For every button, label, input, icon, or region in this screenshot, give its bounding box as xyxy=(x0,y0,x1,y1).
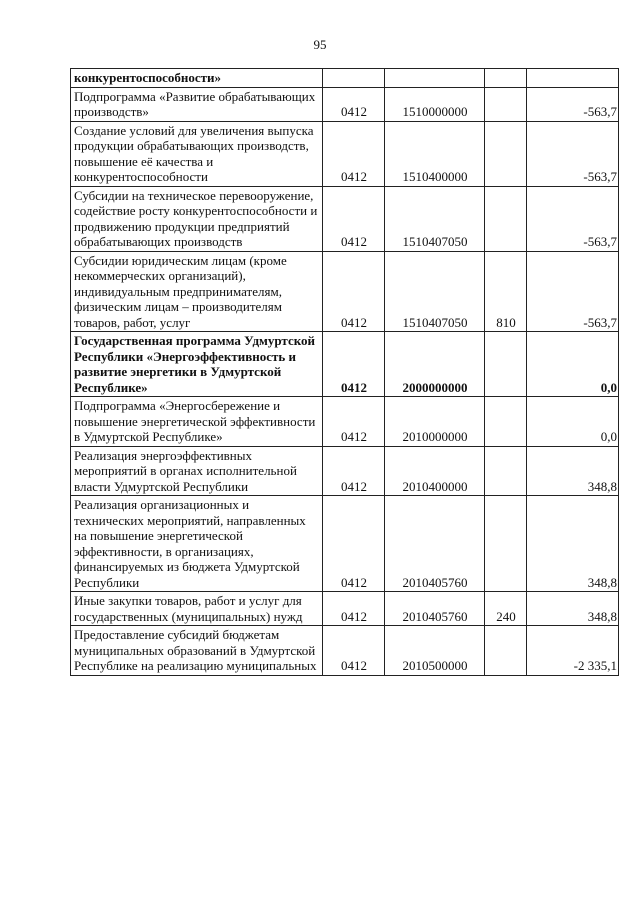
amount-cell: 348,8 xyxy=(527,496,619,592)
section-code-cell xyxy=(323,69,385,88)
section-code-cell: 0412 xyxy=(323,626,385,676)
expense-type-cell: 810 xyxy=(485,251,527,332)
expense-type-cell xyxy=(485,496,527,592)
table-row xyxy=(71,251,619,332)
amount-cell: 348,8 xyxy=(527,592,619,626)
amount-cell: -563,7 xyxy=(527,186,619,251)
section-code-cell: 0412 xyxy=(323,251,385,332)
target-item-cell: 1510400000 xyxy=(385,121,485,186)
expense-type-cell xyxy=(485,446,527,496)
expense-type-cell xyxy=(485,69,527,88)
target-item-cell: 2010405760 xyxy=(385,592,485,626)
row-name-cell: Реализация организационных и технических мероприятий, направленных на повышение энергетической эффективности, в организациях, финансируемых из бюджета Удмуртской Республики xyxy=(71,496,323,592)
table-row xyxy=(71,446,619,496)
expense-type-cell xyxy=(485,121,527,186)
amount-cell: 0,0 xyxy=(527,332,619,397)
page-number: 95 xyxy=(313,37,327,52)
table-row xyxy=(71,592,619,626)
section-code-cell: 0412 xyxy=(323,186,385,251)
table-row xyxy=(71,332,619,397)
row-name-cell: Государственная программа Удмуртской Республики «Энергоэффективность и развитие энергетики в Удмуртской Республике» xyxy=(71,332,323,397)
expense-type-cell xyxy=(485,626,527,676)
table-row xyxy=(71,121,619,186)
target-item-cell xyxy=(385,69,485,88)
table-row xyxy=(71,69,619,88)
section-code-cell: 0412 xyxy=(323,446,385,496)
table-row xyxy=(71,496,619,592)
target-item-cell: 2010400000 xyxy=(385,446,485,496)
amount-cell: -563,7 xyxy=(527,251,619,332)
row-name-cell: Иные закупки товаров, работ и услуг для государственных (муниципальных) нужд xyxy=(71,592,323,626)
budget-table xyxy=(70,68,619,676)
section-code-cell: 0412 xyxy=(323,397,385,447)
expense-type-cell xyxy=(485,332,527,397)
row-name-cell: Подпрограмма «Развитие обрабатывающих производств» xyxy=(71,87,323,121)
target-item-cell: 1510407050 xyxy=(385,186,485,251)
section-code-cell: 0412 xyxy=(323,332,385,397)
expense-type-cell xyxy=(485,87,527,121)
section-code-cell: 0412 xyxy=(323,592,385,626)
amount-cell xyxy=(527,69,619,88)
section-code-cell: 0412 xyxy=(323,121,385,186)
target-item-cell: 2010000000 xyxy=(385,397,485,447)
row-name-cell: Субсидии на техническое перевооружение, содействие росту конкурентоспособности и продвижению продукции предприятий обрабатывающих производств xyxy=(71,186,323,251)
section-code-cell: 0412 xyxy=(323,496,385,592)
target-item-cell: 1510000000 xyxy=(385,87,485,121)
amount-cell: 0,0 xyxy=(527,397,619,447)
target-item-cell: 2010500000 xyxy=(385,626,485,676)
table-row xyxy=(71,186,619,251)
amount-cell: -2 335,1 xyxy=(527,626,619,676)
expense-type-cell xyxy=(485,186,527,251)
amount-cell: -563,7 xyxy=(527,121,619,186)
expense-type-cell: 240 xyxy=(485,592,527,626)
target-item-cell: 2010405760 xyxy=(385,496,485,592)
section-code-cell: 0412 xyxy=(323,87,385,121)
amount-cell: -563,7 xyxy=(527,87,619,121)
table-row xyxy=(71,397,619,447)
table-row xyxy=(71,87,619,121)
amount-cell: 348,8 xyxy=(527,446,619,496)
table-row xyxy=(71,626,619,676)
row-name-cell: Предоставление субсидий бюджетам муниципальных образований в Удмуртской Республике на реализацию муниципальных xyxy=(71,626,323,676)
target-item-cell: 1510407050 xyxy=(385,251,485,332)
row-name-cell: конкурентоспособности» xyxy=(71,69,323,88)
row-name-cell: Реализация энергоэффективных мероприятий в органах исполнительной власти Удмуртской Республики xyxy=(71,446,323,496)
row-name-cell: Создание условий для увеличения выпуска продукции обрабатывающих производств, повышение её качества и конкурентоспособности xyxy=(71,121,323,186)
row-name-cell: Подпрограмма «Энергосбережение и повышение энергетической эффективности в Удмуртской Республике» xyxy=(71,397,323,447)
target-item-cell: 2000000000 xyxy=(385,332,485,397)
row-name-cell: Субсидии юридическим лицам (кроме некоммерческих организаций), индивидуальным предпринимателям, физическим лицам – производителям товаров, работ, услуг xyxy=(71,251,323,332)
expense-type-cell xyxy=(485,397,527,447)
